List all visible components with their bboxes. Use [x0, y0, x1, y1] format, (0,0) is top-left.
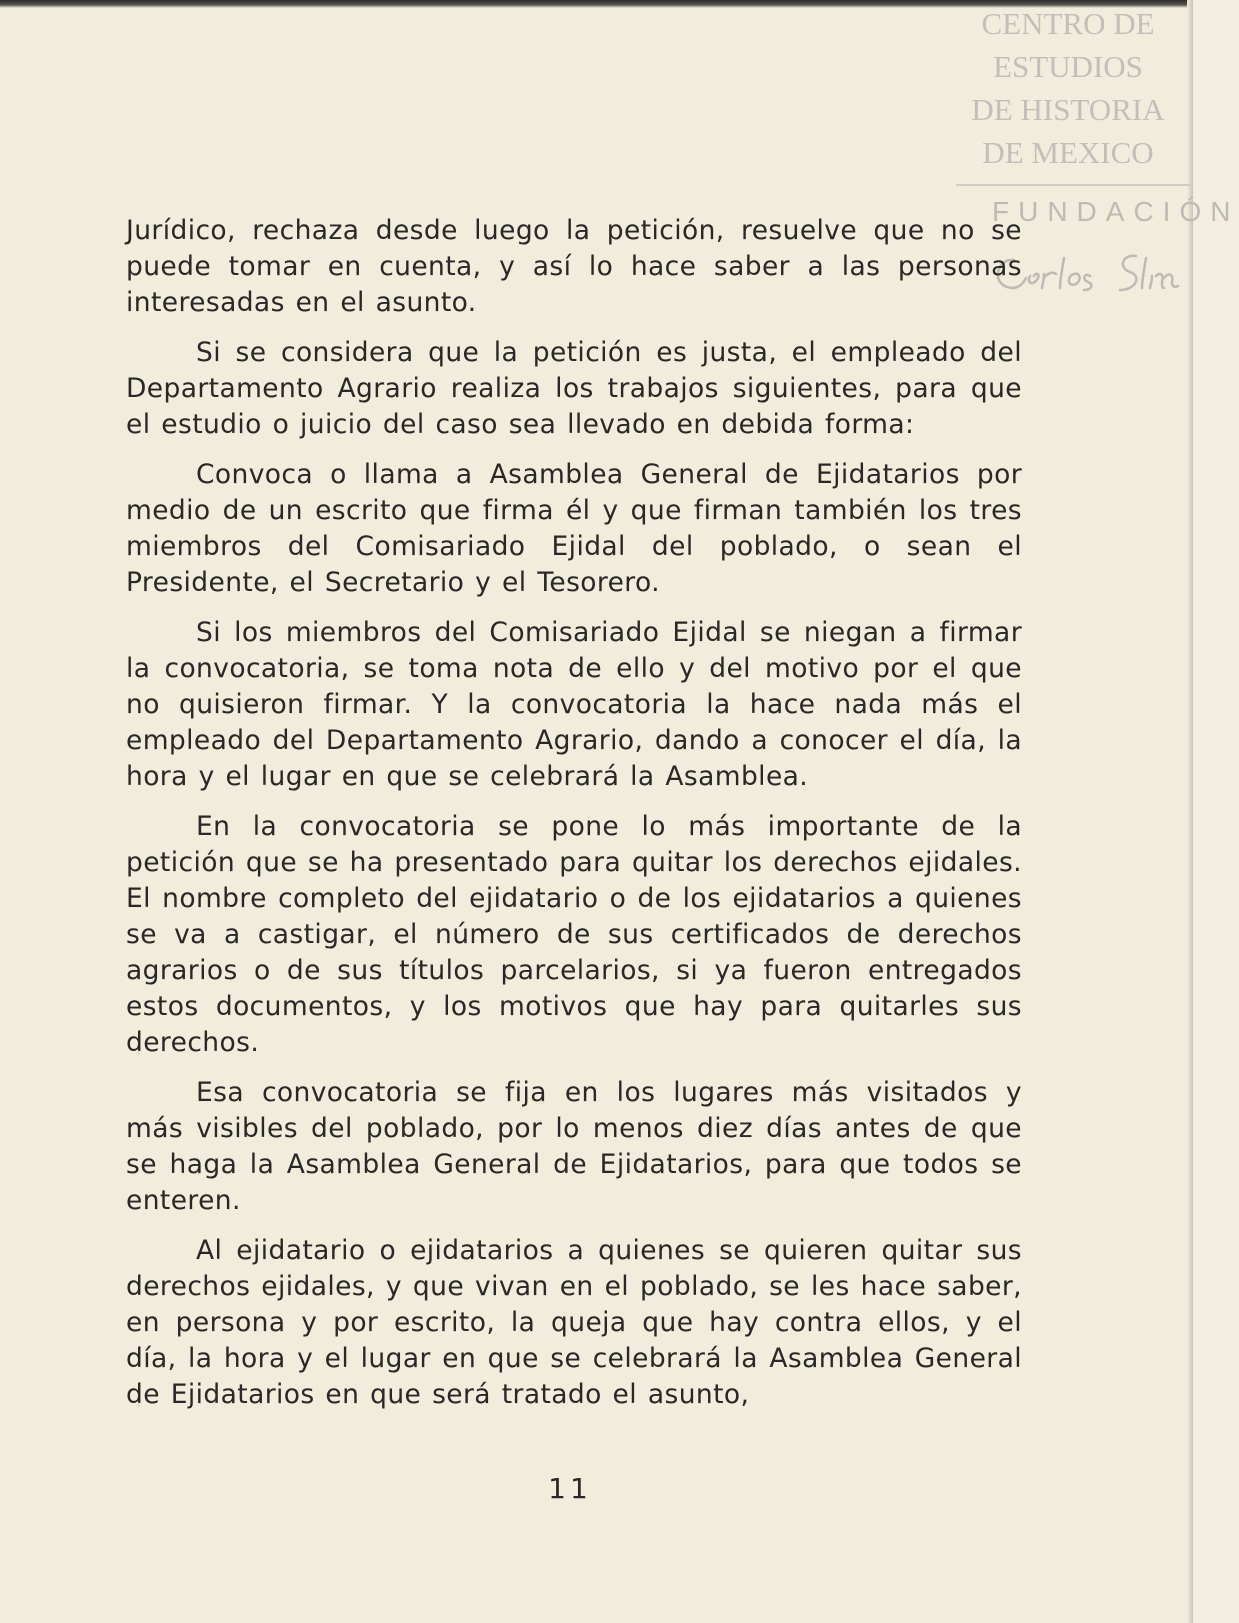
paragraph: Si los miembros del Comisariado Ejidal se niegan a firmar la convocatoria, se toma nota de ello y del motivo por el que no quisieron firmar. Y la convocatoria la hace nada más el empleado del Departamento Agrario, dando a conocer el día, la hora y el lugar en que se celebrará la Asamblea. [126, 617, 1022, 792]
page-number: 11 [548, 1472, 592, 1505]
paragraph: Convoca o llama a Asamblea General de Ejidatarios por medio de un escrito que firma él y que firman también los tres miembros del Comisariado Ejidal del poblado, o sean el Presidente, el Secretario y el Tesorero. [126, 459, 1022, 598]
paragraph: Si se considera que la petición es justa, el empleado del Departamento Agrario realiza los trabajos siguientes, para que el estudio o juicio del caso sea llevado en debida forma: [126, 337, 1022, 440]
paragraph: Al ejidatario o ejidatarios a quienes se quieren quitar sus derechos ejidales, y que vivan en el poblado, se les hace saber, en persona y por escrito, la queja que hay contra ellos, y el día, la hora y el lugar en que se celebrará la Asamblea General de Ejidatarios en que será tratado el asunto, [126, 1235, 1022, 1410]
body-text [126, 213, 1022, 1427]
archive-watermark [948, 2, 1188, 174]
watermark-line: ESTUDIOS [993, 49, 1143, 84]
paragraph: Jurídico, rechaza desde luego la petición, resuelve que no se puede tomar en cuenta, y así lo hace saber a las personas interesadas en el asunto. [126, 215, 1022, 318]
watermark-divider [956, 184, 1192, 186]
watermark-line: DE MEXICO [982, 135, 1154, 170]
paragraph: Esa convocatoria se fija en los lugares más visitados y más visibles del poblado, por lo menos diez días antes de que se haga la Asamblea General de Ejidatarios, para que todos se enteren. [126, 1077, 1022, 1216]
paragraph: En la convocatoria se pone lo más importante de la petición que se ha presentado para quitar los derechos ejidales. El nombre completo del ejidatario o de los ejidatarios a quienes se va a castigar, el número de sus certificados de derechos agrarios o de sus títulos parcelarios, si ya fueron entregados estos documentos, y los motivos que hay para quitarles sus derechos. [126, 811, 1022, 1058]
watermark-line: CENTRO DE [981, 6, 1155, 41]
watermark-line: DE HISTORIA [971, 92, 1165, 127]
page-right-edge [1187, 0, 1193, 1623]
watermark-foundation: FUNDACIÓN [992, 196, 1239, 227]
